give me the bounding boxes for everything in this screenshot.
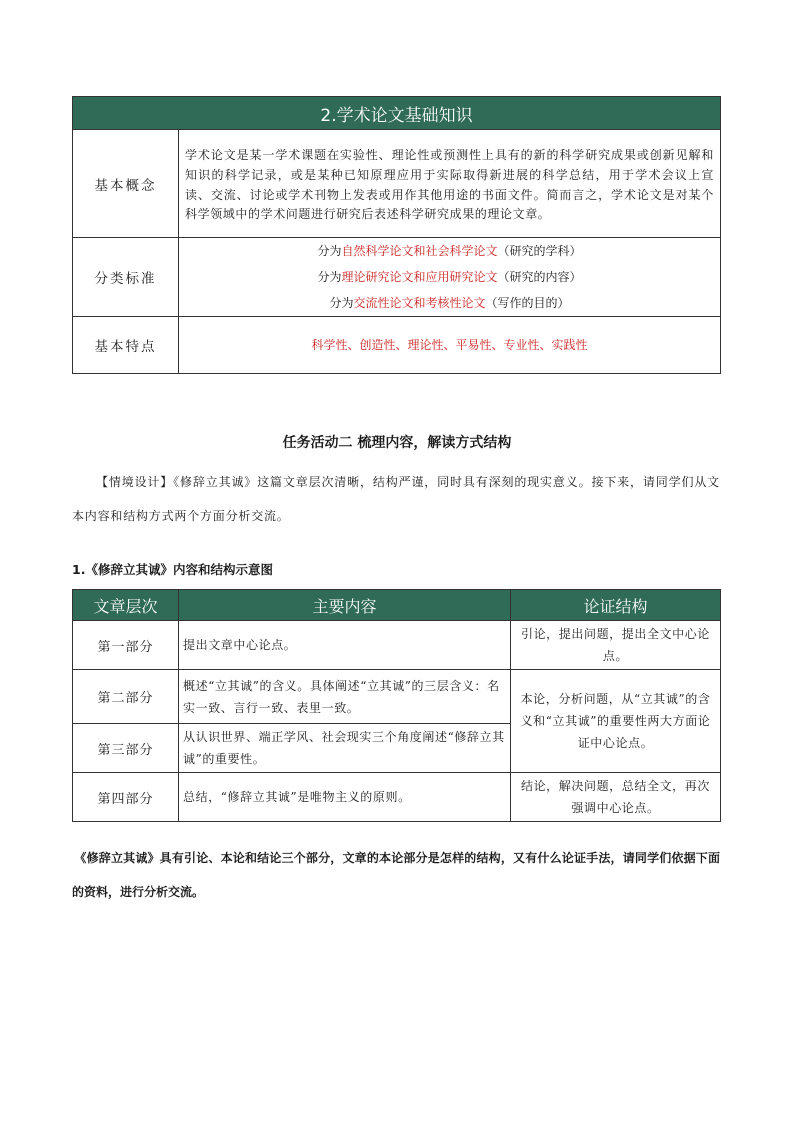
classification-line: 分为自然科学论文和社会科学论文（研究的学科）	[317, 244, 582, 258]
structure-cell: 结论，解决问题，总结全文，再次强调中心论点。	[511, 773, 721, 822]
content-structure-table	[72, 589, 721, 822]
content-cell: 总结，“修辞立其诚”是唯物主义的原则。	[179, 773, 511, 822]
row-label-classification: 分类标准	[73, 238, 179, 317]
level-cell: 第二部分	[73, 670, 179, 724]
row-label-features: 基本特点	[73, 317, 179, 374]
header-content: 主要内容	[179, 590, 511, 621]
level-cell: 第一部分	[73, 621, 179, 670]
content-cell: 概述“立其诚”的含义。具体阐述“立其诚”的三层含义：名实一致、言行一致、表里一致。	[179, 670, 511, 724]
features-text: 科学性、创造性、理论性、平易性、专业性、实践性	[179, 317, 721, 374]
table-row	[73, 773, 721, 822]
row-label-concept: 基本概念	[73, 130, 179, 238]
classification-line: 分为理论研究论文和应用研究论文（研究的内容）	[317, 270, 582, 284]
header-structure: 论证结构	[511, 590, 721, 621]
closing-paragraph: 《修辞立其诚》具有引论、本论和结论三个部分，文章的本论部分是怎样的结构，又有什么论证手法，请同学们依据下面的资料，进行分析交流。	[72, 851, 720, 899]
content-cell: 提出文章中心论点。	[179, 621, 511, 670]
concept-text: 学术论文是某一学术课题在实验性、理论性或预测性上具有的新的科学研究成果或创新见解和知识的科学记录，或是某种已知原理应用于实际取得新进展的科学总结，用于学术会议上宣读、交流、讨论或学术刊物上发表或用作其他用途的书面文件。简而言之，学术论文是对某个科学领域中的学术问题进行研究后表述科学研究成果的理论文章。	[179, 130, 721, 238]
diagram-title: 1.《修辞立其诚》内容和结构示意图	[72, 562, 273, 577]
academic-paper-basics-table	[72, 96, 721, 374]
level-cell: 第四部分	[73, 773, 179, 822]
table-title: 2.学术论文基础知识	[73, 97, 721, 130]
scenario-intro: 【情境设计】《修辞立其诚》这篇文章层次清晰，结构严谨，同时具有深刻的现实意义。接下来，请同学们从文本内容和结构方式两个方面分析交流。	[72, 475, 720, 523]
table-row	[73, 621, 721, 670]
content-cell: 从认识世界、端正学风、社会现实三个角度阐述“修辞立其诚”的重要性。	[179, 724, 511, 773]
classification-line: 分为交流性论文和考核性论文（写作的目的）	[329, 296, 570, 310]
structure-cell: 引论，提出问题，提出全文中心论点。	[511, 621, 721, 670]
structure-cell: 本论，分析问题，从“立其诚”的含义和“立其诚”的重要性两大方面论证中心论点。	[511, 670, 721, 773]
header-level: 文章层次	[73, 590, 179, 621]
table-row	[73, 670, 721, 724]
level-cell: 第三部分	[73, 724, 179, 773]
section-title: 任务活动二 梳理内容，解读方式结构	[282, 435, 512, 451]
classification-lines	[179, 238, 721, 317]
